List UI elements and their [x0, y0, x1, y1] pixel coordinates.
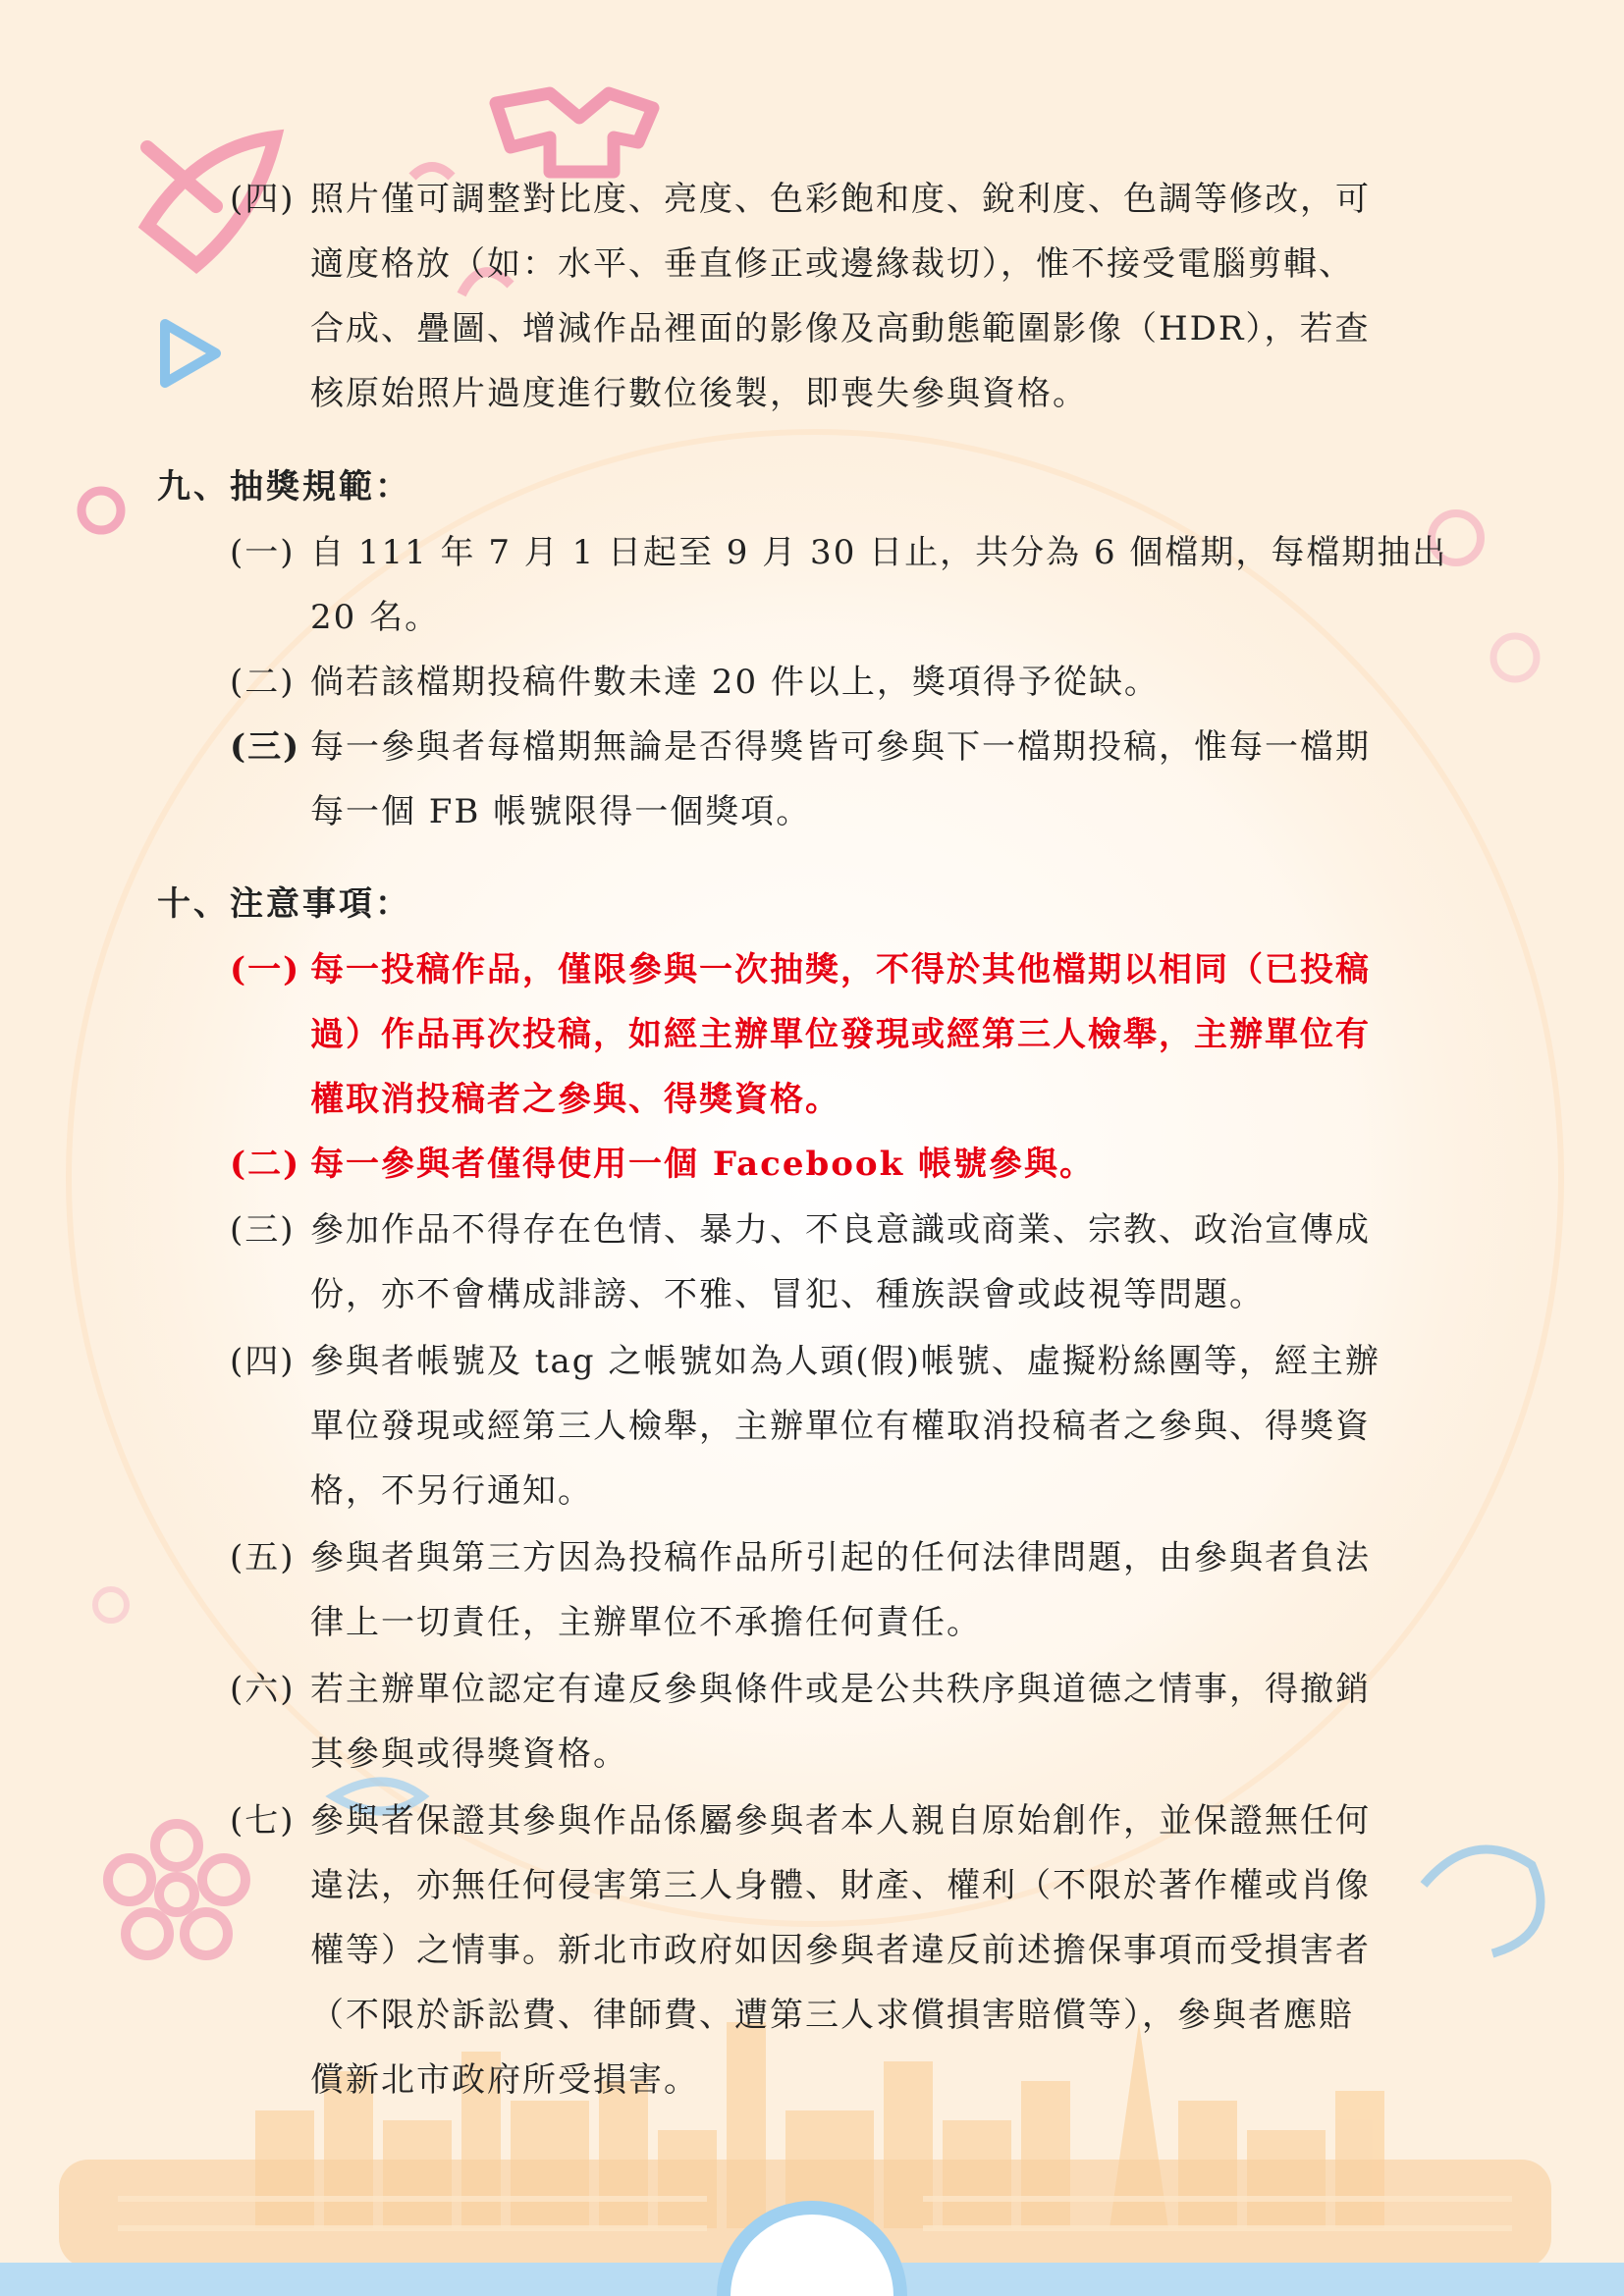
item-text: 自 111 年 7 月 1 日起至 9 月 30 日止，共分為 6 個檔期，每檔期抽出 20 名。 — [310, 533, 1448, 637]
item-text: 每一參與者僅得使用一個 Facebook 帳號參與。 — [310, 1145, 1096, 1184]
item-text: 參加作品不得存在色情、暴力、不良意識或商業、宗教、政治宣傳成 份，亦不會構成誹謗、不雅、冒犯、種族誤會或歧視等問題。 — [310, 1210, 1371, 1314]
item-number: (三) — [230, 727, 301, 767]
item-number: (二) — [230, 663, 296, 702]
item-text: 倘若該檔期投稿件數未達 20 件以上，獎項得予從缺。 — [310, 663, 1160, 702]
item-number: (七) — [230, 1801, 296, 1841]
item-text: 參與者保證其參與作品係屬參與者本人親自原始創作，並保證無任何 違法，亦無任何侵害第三人身體、財產、權利（不限於著作權或肖像 權等）之情事。新北市政府如因參與者違反前述擔保事項而受損害者 （不限於訴訟費、律師費、遭第三人求償損害賠償等），參與者應賠 償新北市政府所受損害。 — [310, 1801, 1371, 2100]
item-number: (一) — [230, 533, 296, 572]
item-text: 每一參與者每檔期無論是否得獎皆可參與下一檔期投稿，惟每一檔期 每一個 FB 帳號限得一個獎項。 — [310, 727, 1371, 831]
item-text: 參與者與第三方因為投稿作品所引起的任何法律問題，由參與者負法 律上一切責任，主辦單位不承擔任何責任。 — [310, 1538, 1371, 1642]
item-number: (三) — [230, 1210, 296, 1250]
section-heading: 十、注意事項： — [157, 884, 411, 924]
section-heading: 九、抽獎規範： — [157, 467, 411, 507]
item-number: (四) — [230, 1342, 296, 1381]
item-text: 參與者帳號及 tag 之帳號如為人頭(假)帳號、虛擬粉絲團等，經主辦 單位發現或經第三人檢舉，主辦單位有權取消投稿者之參與、得獎資 格，不另行通知。 — [310, 1342, 1380, 1511]
item-text: 照片僅可調整對比度、亮度、色彩飽和度、銳利度、色調等修改，可 適度格放（如：水平、垂直修正或邊緣裁切），惟不接受電腦剪輯、 合成、疊圖、增減作品裡面的影像及高動態範圍影像（HDR），若查 核原始照片過度進行數位後製，即喪失參與資格。 — [310, 180, 1371, 413]
item-number: (一) — [230, 950, 301, 989]
item-number: (六) — [230, 1670, 296, 1709]
item-number: (四) — [230, 180, 296, 219]
item-number: (二) — [230, 1145, 301, 1184]
item-number: (五) — [230, 1538, 296, 1577]
item-text: 若主辦單位認定有違反參與條件或是公共秩序與道德之情事，得撤銷 其參與或得獎資格。 — [310, 1670, 1371, 1774]
item-text: 每一投稿作品，僅限參與一次抽獎，不得於其他檔期以相同（已投稿 過）作品再次投稿，如經主辦單位發現或經第三人檢舉，主辦單位有 權取消投稿者之參與、得獎資格。 — [310, 950, 1371, 1119]
